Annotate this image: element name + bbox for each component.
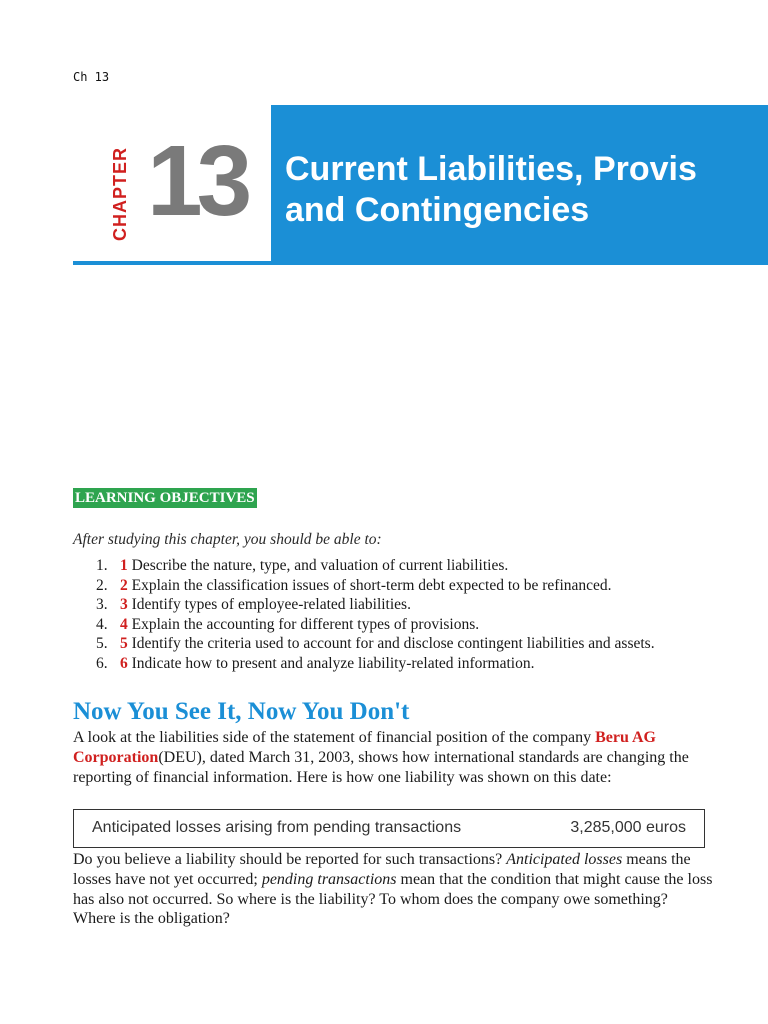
chapter-title-line1: Current Liabilities, Provis — [285, 150, 697, 188]
objective-item — [96, 576, 736, 596]
banner-rule — [73, 261, 768, 265]
learning-objectives-intro: After studying this chapter, you should be able to: — [73, 531, 382, 548]
learning-objectives-heading: LEARNING OBJECTIVES — [75, 490, 255, 506]
objective-item — [96, 556, 736, 576]
chapter-title — [285, 149, 697, 231]
chapter-title-panel — [271, 105, 768, 261]
objective-ordinal: 4. — [96, 615, 108, 633]
intro-text-start: A look at the liabilities side of the statement of financial position of the company — [73, 729, 596, 746]
objective-ordinal: 3. — [96, 596, 108, 614]
chapter-word — [109, 145, 131, 243]
question-text-2: means the losses have not yet occurred; — [73, 851, 691, 888]
question-text-1: Do you believe a liability should be reported for such transactions? — [73, 851, 507, 868]
question-paragraph — [73, 850, 713, 929]
objective-item — [96, 634, 736, 654]
liability-label: Anticipated losses arising from pending transactions — [92, 819, 462, 836]
objective-number: 3 — [120, 596, 128, 614]
chapter-word-text: CHAPTER — [110, 146, 130, 241]
objective-text: Explain the classification issues of short-term debt expected to be refinanced. — [127, 576, 612, 594]
chapter-banner — [73, 105, 768, 265]
objective-item — [96, 615, 736, 635]
section-title: Now You See It, Now You Don't — [73, 698, 410, 725]
question-text-3: mean that the condition that might cause the loss has also not occurred. So where is the liability? To whom does the company owe something? Where is the obligation? — [73, 870, 713, 928]
objective-number: 2 — [120, 576, 128, 594]
term-pending-transactions: pending transactions — [261, 870, 397, 888]
objective-text: Explain the accounting for different types of provisions. — [127, 615, 480, 633]
objective-text: Identify the criteria used to account for and disclose contingent liabilities and assets. — [127, 635, 655, 653]
chapter-title-line2: and Contingencies — [285, 191, 590, 229]
objective-item — [96, 654, 736, 674]
objective-text: Identify types of employee-related liabilities. — [127, 596, 411, 614]
objective-number: 5 — [120, 635, 128, 653]
term-anticipated-losses: Anticipated losses — [506, 851, 623, 868]
intro-text-end: (DEU), dated March 31, 2003, shows how international standards are changing the reporting of financial information. Here is how one liability was shown on this date: — [73, 748, 689, 786]
company-name: Beru AG Corporation — [73, 729, 656, 766]
objective-item — [96, 595, 736, 615]
objective-number: 4 — [120, 615, 128, 633]
chapter-header-label: Ch 13 — [73, 70, 110, 84]
objective-number: 1 — [120, 557, 128, 574]
learning-objectives-list — [96, 556, 736, 674]
liability-table — [73, 809, 705, 848]
objective-ordinal: 5. — [96, 635, 108, 653]
objective-ordinal: 6. — [96, 654, 108, 672]
objective-ordinal: 1. — [96, 557, 108, 574]
liability-value: 3,285,000 euros — [570, 819, 686, 836]
objective-number: 6 — [120, 654, 128, 672]
chapter-number: 13 — [147, 125, 247, 237]
objective-ordinal: 2. — [96, 576, 108, 594]
intro-paragraph — [73, 728, 713, 787]
objective-text: Indicate how to present and analyze liability-related information. — [127, 654, 535, 672]
objective-text: Describe the nature, type, and valuation of current liabilities. — [127, 557, 509, 574]
